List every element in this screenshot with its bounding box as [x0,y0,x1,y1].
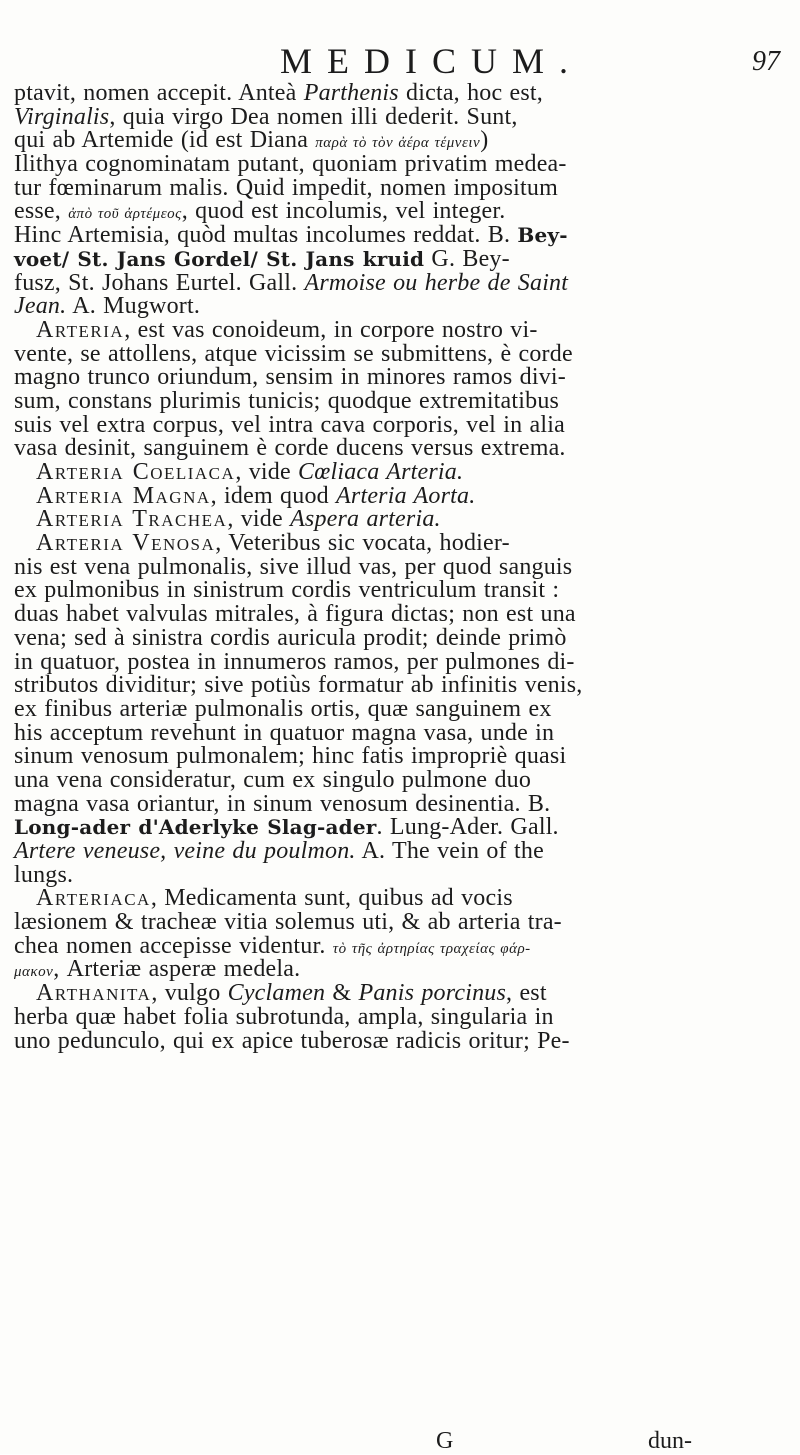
text-line: magna vasa oriantur, in sinum venosum desinentia. B. [14,790,551,817]
text-line: fusz, St. Johans Eurtel. Gall. Armoise ou herbe de Saint [14,269,569,296]
page-footer [0,1428,800,1452]
text-line: Long-ader d'Aderlyke Slag-ader. Lung-Ader. Gall. [14,814,559,841]
text-line: voet/ St. Jans Gordel/ St. Jans kruid G. Bey- [14,245,510,272]
entry-arteriaca: Arteriaca, Medicamenta sunt, quibus ad vocis [36,885,513,912]
text-line: vena; sed à sinistra cordis auricula prodit; deinde primò [14,624,567,651]
text-line: sum, constans plurimis tunicis; quodque extremitatibus [14,387,560,414]
text-line: his acceptum revehunt in quatuor magna vasa, unde in [14,719,555,746]
signature-mark: G [436,1428,454,1454]
text-line: Hinc Artemisia, quòd multas incolumes reddat. B. Bey- [14,222,568,249]
text-line: nis est vena pulmonalis, sive illud vas, per quod sanguis [14,553,573,580]
text-line: magno trunco oriundum, sensim in minores ramos divi- [14,364,566,391]
text-line: Ilithya cognominatam putant, quoniam privatim medea- [14,151,567,178]
text-line: duas habet valvulas mitrales, à figura dictas; non est una [14,601,576,628]
entry-arteria-venosa: Arteria Venosa, Veteribus sic vocata, hodier- [36,530,510,557]
text-line: qui ab Artemide (id est Diana παρὰ τὸ τὸν ἀέρα τέμνειν) [14,127,489,154]
text-line: lungs. [14,861,74,888]
text-line: sinum venosum pulmonalem; hinc fatis impropriè quasi [14,743,567,770]
entry-arteria-trachea: Arteria Trachea, vide Aspera arteria. [36,506,441,533]
running-head [0,40,800,80]
text-line: suis vel extra corpus, vel intra cava corporis, vel in alia [14,411,565,438]
entry-arteria: Arteria, est vas conoideum, in corpore nostro vi- [36,316,538,343]
text-line: esse, ἀπὸ τοῦ ἀρτέμεος, quod est incolumis, vel integer. [14,198,506,225]
text-line: uno pedunculo, qui ex apice tuberosæ radicis oritur; Pe- [14,1027,570,1054]
page-number: 97 [752,46,780,77]
text-line: vasa desinit, sanguinem è corde ducens versus extrema. [14,435,566,462]
text-line: stributos dividitur; sive potiùs formatur ab infinitis venis, [14,672,583,699]
entry-arthanita: Arthanita, vulgo Cyclamen & Panis porcinus, est [36,980,547,1007]
text-line: herba quæ habet folia subrotunda, ampla, singularia in [14,1003,554,1030]
text-line: vente, se attollens, atque vicissim se submittens, è corde [14,340,573,367]
text-line: μακον, Arteriæ asperæ medela. [14,956,301,983]
text-line: tur fœminarum malis. Quid impedit, nomen impositum [14,174,558,201]
running-title: MEDICUM. [280,41,584,81]
text-line: in quatuor, postea in innumeros ramos, per pulmones di- [14,648,575,675]
entry-arteria-magna: Arteria Magna, idem quod Arteria Aorta. [36,482,476,509]
entry-arteria-coeliaca: Arteria Coeliaca, vide Cœliaca Arteria. [36,459,464,485]
text-line: una vena consideratur, cum ex singulo pulmone duo [14,766,532,793]
dictionary-text [14,82,794,1053]
text-line: ex pulmonibus in sinistrum cordis ventriculum transit : [14,577,560,604]
text-line: Jean. A. Mugwort. [14,293,201,320]
text-line: ex finibus arteriæ pulmonalis ortis, quæ sanguinem ex [14,695,552,722]
text-line: Artere veneuse, veine du poulmon. A. The vein of the [14,838,544,864]
text-line: chea nomen accepisse videntur. τὸ τῆς ἀρτηρίας τραχείας φάρ- [14,932,531,959]
text-line: Virginalis, quia virgo Dea nomen illi dederit. Sunt, [14,103,518,130]
text-line: ptavit, nomen accepit. Anteà Parthenis dicta, hoc est, [14,80,543,106]
text-line: læsionem & tracheæ vitia solemus uti, & ab arteria tra- [14,909,562,936]
catchword: dun- [648,1428,692,1454]
